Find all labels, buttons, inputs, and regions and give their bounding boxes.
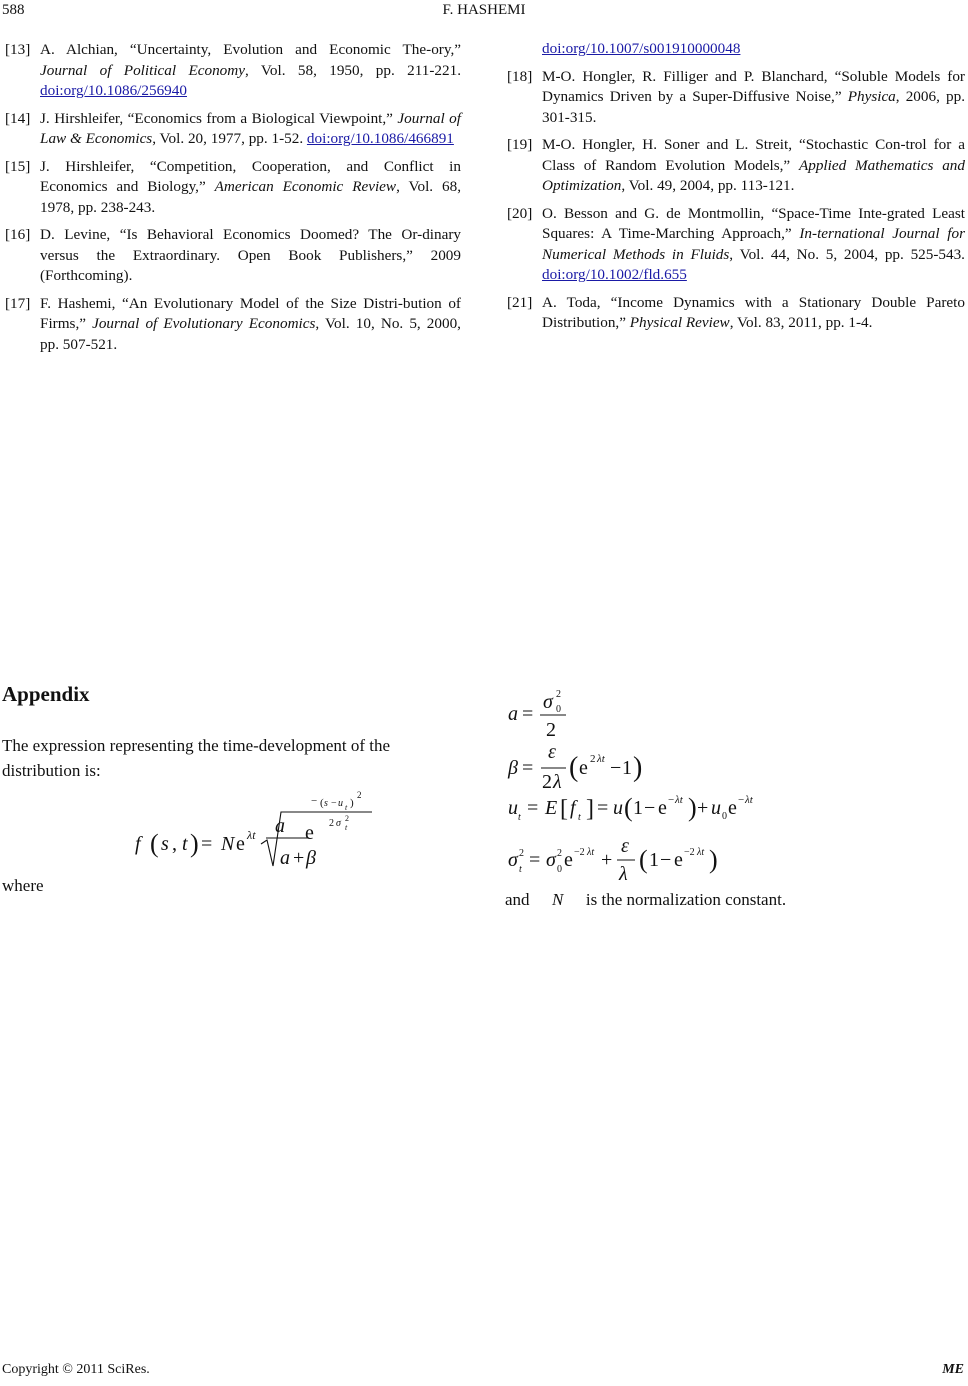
- reference-number: [17]: [5, 294, 31, 312]
- svg-text:=: =: [522, 757, 534, 779]
- svg-text:e: e: [236, 833, 245, 855]
- svg-text:−: −: [738, 794, 745, 806]
- svg-text:+: +: [697, 797, 709, 819]
- svg-text:σ: σ: [508, 849, 518, 871]
- reference-number: [14]: [5, 109, 31, 127]
- reference-text-part: M-O. Hongler, R. Filliger and P. Blanchard, “Soluble Models for Dynamics Driven by a Super-Diffusive Noise,”: [542, 67, 965, 105]
- reference-number: [21]: [507, 293, 533, 311]
- doi-link[interactable]: doi:org/10.1007/s001910000048: [542, 40, 741, 57]
- reference-item: [5, 294, 461, 356]
- reference-text-part: J. Hirshleifer, “Economics from a Biological Viewpoint,”: [40, 109, 398, 127]
- reference-text-part: J. Hirshleifer, “Competition, Cooperation, and Conflict in Economics and Biology,”: [40, 157, 461, 195]
- reference-text-part: , Vol. 49, 2004, pp. 113-121.: [621, 177, 795, 194]
- svg-text:0: 0: [557, 864, 562, 875]
- svg-text:]: ]: [586, 796, 594, 822]
- svg-text:ε: ε: [548, 741, 556, 763]
- svg-text:2: 2: [542, 771, 552, 793]
- page-number: 588: [2, 2, 25, 18]
- reference-text-part: , Vol. 68, 1978, pp. 238-243.: [40, 178, 461, 216]
- svg-text:N: N: [221, 833, 235, 855]
- svg-text:β: β: [508, 757, 518, 779]
- reference-number: [19]: [507, 136, 533, 153]
- reference-text: [542, 293, 965, 334]
- svg-text:=: =: [597, 797, 609, 819]
- appendix-intro: The expression representing the time-development of the distribution is:: [2, 736, 391, 780]
- svg-text:e: e: [658, 797, 667, 819]
- svg-text:λt: λt: [597, 753, 605, 765]
- svg-text:0: 0: [722, 811, 727, 822]
- doi-link[interactable]: doi:org/10.1086/466891: [306, 130, 454, 147]
- svg-text:+: +: [293, 847, 305, 869]
- svg-text:a: a: [275, 815, 285, 837]
- svg-text:2: 2: [329, 818, 334, 829]
- reference-text-part: M-O. Hongler, H. Soner and L. Streit, “Stochastic Con-trol for a Class of Random Evolution Models,”: [542, 136, 965, 174]
- svg-text:−: −: [311, 795, 318, 807]
- reference-number: [15]: [5, 157, 31, 175]
- svg-text:−: −: [660, 849, 672, 871]
- svg-text:σ: σ: [543, 691, 553, 713]
- reference-text-part: D. Levine, “Is Behavioral Economics Doomed? The Or-dinary versus the Extraordinary. Open Book Publishers,” 2009 (Forthcoming).: [40, 226, 461, 284]
- svg-text:1: 1: [649, 849, 659, 871]
- reference-source-title: Journal of Evolutionary Economics: [92, 315, 316, 332]
- reference-text: [542, 135, 965, 197]
- svg-text:u: u: [613, 797, 623, 819]
- svg-text:λt: λt: [697, 847, 705, 858]
- svg-text:2: 2: [357, 790, 362, 800]
- reference-number: [18]: [507, 67, 533, 85]
- svg-text:−: −: [610, 757, 622, 779]
- svg-text:λ: λ: [553, 771, 562, 793]
- reference-text: [542, 204, 965, 286]
- page-header: [0, 2, 968, 24]
- svg-text:=: =: [522, 703, 534, 725]
- svg-text:e: e: [674, 849, 683, 871]
- reference-text-part: , 2006, pp. 301-315.: [542, 88, 965, 126]
- svg-text:u: u: [711, 797, 721, 819]
- reference-item: [5, 157, 461, 219]
- svg-text:2: 2: [519, 848, 524, 859]
- reference-source-title: Physical Review: [629, 314, 730, 331]
- reference-item: [507, 67, 965, 129]
- references-right-column: [507, 40, 965, 341]
- where-text: where: [2, 876, 44, 895]
- svg-text:u: u: [338, 798, 343, 809]
- svg-text:t: t: [182, 833, 188, 855]
- svg-text:a: a: [508, 703, 518, 725]
- reference-source-title: Physica: [847, 88, 896, 105]
- svg-text:t: t: [518, 812, 521, 823]
- normalization-text: is the normalization constant.: [585, 890, 787, 909]
- svg-text:−: −: [331, 798, 337, 809]
- svg-text:λt: λt: [247, 828, 256, 842]
- reference-source-title: Journal of Law & Economics: [40, 109, 461, 147]
- journal-abbrev: ME: [942, 1362, 964, 1377]
- svg-text:−: −: [668, 794, 675, 806]
- and-word: and: [505, 890, 530, 909]
- reference-item: [507, 204, 965, 286]
- svg-text:f: f: [135, 833, 141, 855]
- svg-text:ε: ε: [621, 835, 629, 857]
- svg-text:−2: −2: [684, 847, 695, 858]
- svg-text:e: e: [728, 797, 737, 819]
- svg-text:2: 2: [590, 753, 596, 765]
- reference-text-part: F. Hashemi, “An Evolutionary Model of the Size Distri-bution of Firms,”: [40, 294, 461, 332]
- references-right-list: [507, 67, 965, 334]
- svg-text:1: 1: [633, 797, 643, 819]
- reference-source-title: Applied Mathematics and Optimization: [542, 156, 965, 194]
- reference-source-title: Journal of Political Economy: [40, 61, 245, 79]
- svg-text:λ: λ: [619, 863, 628, 882]
- reference-text: [40, 109, 461, 150]
- svg-text:λt: λt: [587, 847, 595, 858]
- svg-text:1: 1: [622, 757, 632, 779]
- svg-text:): ): [633, 752, 643, 783]
- reference-number: [13]: [5, 41, 31, 58]
- reference-text-part: O. Besson and G. de Montmollin, “Space-Time Inte-grated Least Squares: A Time-Marching Approach,”: [542, 204, 965, 242]
- svg-text:): ): [688, 793, 697, 822]
- svg-text:s: s: [161, 833, 169, 855]
- distribution-equation: [130, 782, 400, 877]
- reference-text-part: , Vol. 20, 1977, pp. 1-52.: [152, 130, 307, 147]
- copyright-notice: Copyright © 2011 SciRes.: [2, 1362, 150, 1377]
- svg-text:=: =: [529, 849, 541, 871]
- svg-text:2: 2: [345, 814, 349, 823]
- definitions-equations: [500, 682, 800, 882]
- reference-text-part: , Vol. 58, 1950, pp. 211-221.: [245, 61, 461, 79]
- svg-text:σ: σ: [546, 849, 556, 871]
- svg-text:+: +: [601, 849, 613, 871]
- page-footer: [2, 1362, 964, 1382]
- svg-text:s: s: [324, 798, 328, 809]
- svg-text:t: t: [578, 812, 581, 823]
- reference-item: [507, 293, 965, 334]
- svg-text:,: ,: [172, 833, 177, 855]
- reference-source-title: American Economic Review: [214, 178, 397, 195]
- svg-text:=: =: [527, 797, 539, 819]
- svg-text:[: [: [560, 796, 568, 822]
- reference-number: [16]: [5, 226, 31, 243]
- svg-text:σ: σ: [336, 818, 341, 829]
- reference-number: [20]: [507, 204, 533, 222]
- reference-item: [507, 135, 965, 197]
- reference-text: [40, 157, 461, 219]
- reference-text: [40, 294, 461, 356]
- doi-link[interactable]: doi:org/10.1002/fld.655: [542, 266, 687, 283]
- references-left-column: [5, 40, 461, 362]
- reference-text-part: , Vol. 83, 2011, pp. 1-4.: [729, 314, 873, 331]
- reference-text-part: A. Toda, “Income Dynamics with a Stationary Double Pareto Distribution,”: [542, 293, 965, 331]
- svg-text:(: (: [320, 797, 324, 809]
- reference-text-part: , Vol. 10, No. 5, 2000, pp. 507-521.: [40, 315, 461, 353]
- reference-item: [5, 109, 461, 150]
- svg-text:e: e: [579, 757, 588, 779]
- svg-text:): ): [190, 829, 199, 858]
- svg-text:=: =: [201, 833, 213, 855]
- reference-text: [40, 40, 461, 102]
- reference-text: [40, 225, 461, 287]
- svg-text:e: e: [564, 849, 573, 871]
- running-author: F. HASHEMI: [442, 2, 526, 18]
- svg-text:(: (: [150, 829, 159, 858]
- reference-item: [5, 225, 461, 287]
- svg-text:e: e: [305, 822, 314, 844]
- svg-text:): ): [709, 845, 718, 874]
- svg-text:u: u: [508, 797, 518, 819]
- svg-text:β: β: [306, 847, 316, 869]
- reference-source-title: In-ternational Journal for Numerical Methods in Fluids: [542, 225, 965, 263]
- svg-text:(: (: [624, 793, 633, 822]
- svg-text:2: 2: [546, 719, 556, 741]
- reference-text-part: , Vol. 44, No. 5, 2004, pp. 525-543.: [729, 245, 965, 263]
- svg-text:): ): [350, 797, 354, 809]
- appendix-heading: Appendix: [2, 682, 90, 706]
- svg-text:λt: λt: [745, 794, 753, 806]
- svg-text:t: t: [519, 864, 522, 875]
- doi-link[interactable]: doi:org/10.1086/256940: [40, 82, 187, 99]
- normalization-note: [505, 890, 786, 910]
- svg-text:λt: λt: [675, 794, 683, 806]
- reference-text-part: A. Alchian, “Uncertainty, Evolution and Economic The-ory,”: [40, 41, 461, 58]
- svg-text:(: (: [639, 845, 648, 874]
- svg-text:t: t: [345, 823, 348, 832]
- svg-text:(: (: [569, 752, 579, 783]
- svg-text:f: f: [570, 797, 576, 819]
- svg-text:−: −: [644, 797, 656, 819]
- svg-text:2: 2: [557, 848, 562, 859]
- reference-text: [542, 67, 965, 129]
- svg-text:2: 2: [556, 689, 561, 700]
- svg-text:0: 0: [556, 704, 561, 715]
- svg-text:a: a: [280, 847, 290, 869]
- reference-17-continuation: [507, 39, 965, 60]
- svg-text:t: t: [345, 803, 348, 812]
- svg-text:E: E: [545, 797, 558, 819]
- reference-item: [5, 40, 461, 102]
- normalization-symbol: N: [552, 890, 564, 909]
- svg-text:−2: −2: [574, 847, 585, 858]
